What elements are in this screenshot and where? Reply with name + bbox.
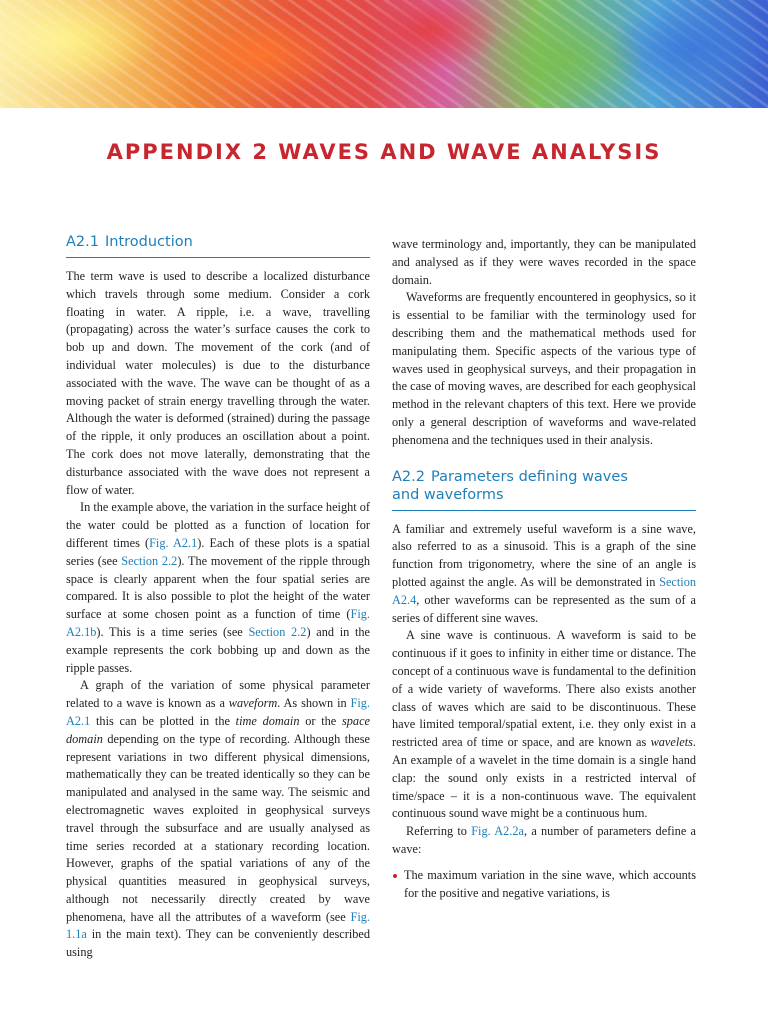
section-number: A2.2 <box>392 468 425 485</box>
figure-link[interactable]: Fig. A2.2a <box>471 824 524 839</box>
right-column <box>392 236 696 902</box>
section-title-line2: and waveforms <box>392 486 504 503</box>
section-link[interactable]: Section A2.4 <box>392 574 696 607</box>
paragraph: A graph of the variation of some physical parameter related to a wave is known as a waveform. As shown in Fig. A2.1 this can be plotted in the time domain or the space domain depending on the type of recording. Although these represent variations in two different physical dimensions, mathematically they can be treated identically so they can be manipulated and analysed in the same way. The seismic and electromagnetic waves exploited in geophysical surveys travel through the subsurface and are usually analysed as time series recorded at a stationary recording location. However, graphs of the spatial variations of any of the physical quantities measured in geophysical surveys, although not necessarily directly created by wave phenomena, have all the attributes of a waveform (see Fig. 1.1a in the main text). They can be conveniently described using <box>66 678 370 960</box>
section-title: Introduction <box>104 234 193 250</box>
left-column <box>66 233 370 962</box>
header-banner-fade <box>0 0 768 108</box>
paragraph: The term wave is used to describe a localized disturbance which travels through some medium. Consider a cork floating in water. A ripple, i.e. a wave, travelling (propagating) across the water’s surface causes the cork to bob up and down. The movement of the cork (and of individual water molecules) is due to the disturbance associated with the wave. The wave can be thought of as a moving packet of strain energy travelling through the water. Although the water is deformed (strained) during the passage of the ripple, it only produces an oscillation about a point. The cork does not move laterally, demonstrating that the disturbance associated with the wave does not represent a flow of water. <box>66 269 370 497</box>
section-heading-introduction <box>66 233 370 258</box>
paragraph: In the example above, the variation in the surface height of the water could be plotted as a function of location for different times (Fig. A2.1). Each of these plots is a spatial series (see Section 2.2). The movement of the ripple through space is clearly apparent when the four spatial series are compared. It is also possible to plot the height of the water surface at some chosen point as a function of time (Fig. A2.1b). This is a time series (see Section 2.2) and in the example represents the cork bobbing up and down as the ripple passes. <box>66 500 370 675</box>
paragraph: wave terminology and, importantly, they can be manipulated and analysed as if they were waves recorded in the space domain. <box>392 237 696 287</box>
section-number: A2.1 <box>66 234 99 250</box>
appendix-title: APPENDIX 2 WAVES AND WAVE ANALYSIS <box>106 140 662 164</box>
figure-link[interactable]: Fig. A2.1 <box>66 696 370 728</box>
paragraph: A sine wave is continuous. A waveform is said to be continuous if it goes to infinity in either time or distance. The concept of a continuous wave is fundamental to the definition of a wide variety of waveforms. There also exists another class of waves which are said to be discontinuous. These have limited temporal/spatial extent, i.e. they only exist in a restricted area of time or space, and are known as wavelets. An example of a wavelet in the time domain is a single hand clap: the sound only exists in a restricted interval of time/space – it is a non-continuous wave. The equivalent continuous sound wave might be a continuous hum. <box>392 628 696 821</box>
section-link[interactable]: Section 2.2 <box>121 553 178 568</box>
paragraph: Referring to Fig. A2.2a, a number of parameters define a wave: <box>392 824 696 856</box>
section-heading-parameters <box>392 468 696 511</box>
section-title: Parameters defining waves <box>430 468 628 485</box>
section-link[interactable]: Section 2.2 <box>248 624 307 639</box>
paragraph: Waveforms are frequently encountered in geophysics, so it is essential to be familiar with the terminology used for describing them and the mathematical methods used for manipulating them. Specific aspects of the various type of waves used in geophysical surveys, and their propagation in the case of moving waves, are described for each geophysical method in the relevant chapters of this text. Here we provide only a general description of waveforms and wave-related phenomena and the techniques used in their analysis. <box>392 290 696 447</box>
figure-link[interactable]: Fig. A2.1 <box>149 535 198 550</box>
figure-link[interactable]: Fig. A2.1b <box>66 607 370 639</box>
paragraph: A familiar and extremely useful waveform is a sine wave, also referred to as a sinusoid. This is a graph of the sine function from trigonometry, where the sine of an angle is plotted against the angle. As will be demonstrated in Section A2.4, other waveforms can be represented as the sum of a series of different sine waves. <box>392 521 696 625</box>
bullet-item: The maximum variation in the sine wave, which accounts for the positive and negative variations, is <box>392 867 696 903</box>
figure-link[interactable]: Fig. 1.1a <box>66 909 370 942</box>
